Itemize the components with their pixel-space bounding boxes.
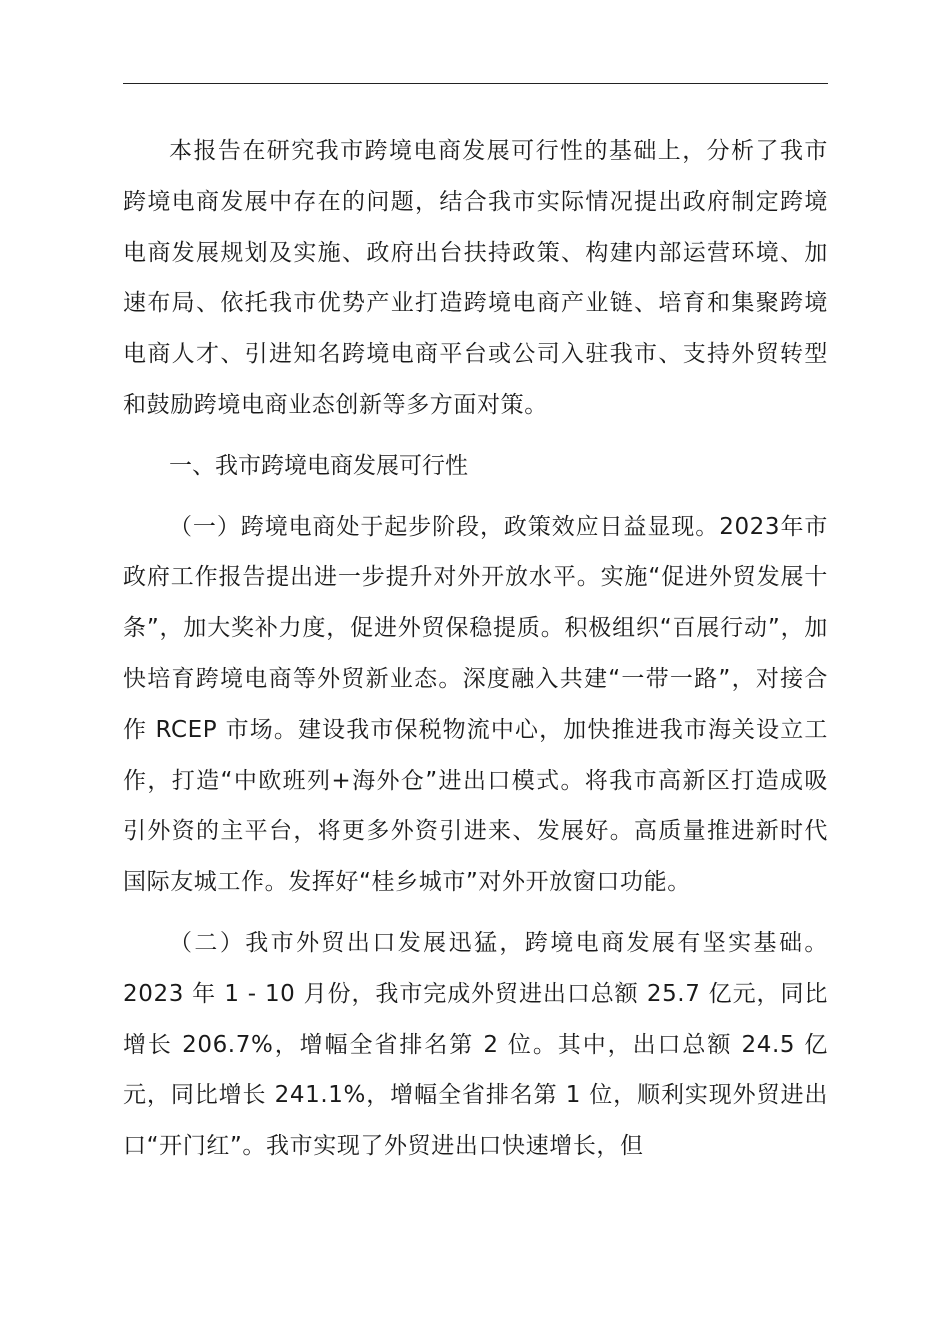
paragraph-gap — [123, 431, 828, 441]
header-rule — [123, 83, 828, 84]
body-paragraph-2: （二）我市外贸出口发展迅猛，跨境电商发展有坚实基础。2023 年 1 - 10 月份，我市完成外贸进出口总额 25.7 亿元，同比增长 206.7%，增幅全省排名第 2 位。其中，出口总额 24.5 亿元，同比增长 241.1%，增幅全省排名第 1 位，顺利实现外贸进出口“开门红”。我市实现了外贸进出口快速增长，但 — [123, 929, 828, 1160]
summary-paragraph: 本报告在研究我市跨境电商发展可行性的基础上，分析了我市跨境电商发展中存在的问题，结合我市实际情况提出政府制定跨境电商发展规划及实施、政府出台扶持政策、构建内部运营环境、加速布局、依托我市优势产业打造跨境电商产业链、培育和集聚跨境电商人才、引进知名跨境电商平台或公司入驻我市、支持外贸转型和鼓励跨境电商业态创新等多方面对策。 — [123, 138, 828, 418]
section-heading: 一、我市跨境电商发展可行性 — [169, 452, 468, 479]
body-paragraph-1: （一）跨境电商处于起步阶段，政策效应日益显现。2023年市政府工作报告提出进一步提升对外开放水平。实施“促进外贸发展十条”，加大奖补力度，促进外贸保稳提质。积极组织“百展行动”，加快培育跨境电商等外贸新业态。深度融入共建“一带一路”，对接合作 RCEP 市场。建设我市保税物流中心，加快推进我市海关设立工作，打造“中欧班列+海外仓”进出口模式。将我市高新区打造成吸引外资的主平台，将更多外资引进来、发展好。高质量推进新时代国际友城工作。发挥好“桂乡城市”对外开放窗口功能。 — [123, 513, 828, 896]
paragraph-gap — [123, 908, 828, 918]
paragraph-gap — [123, 492, 828, 502]
document-body — [123, 126, 828, 1172]
